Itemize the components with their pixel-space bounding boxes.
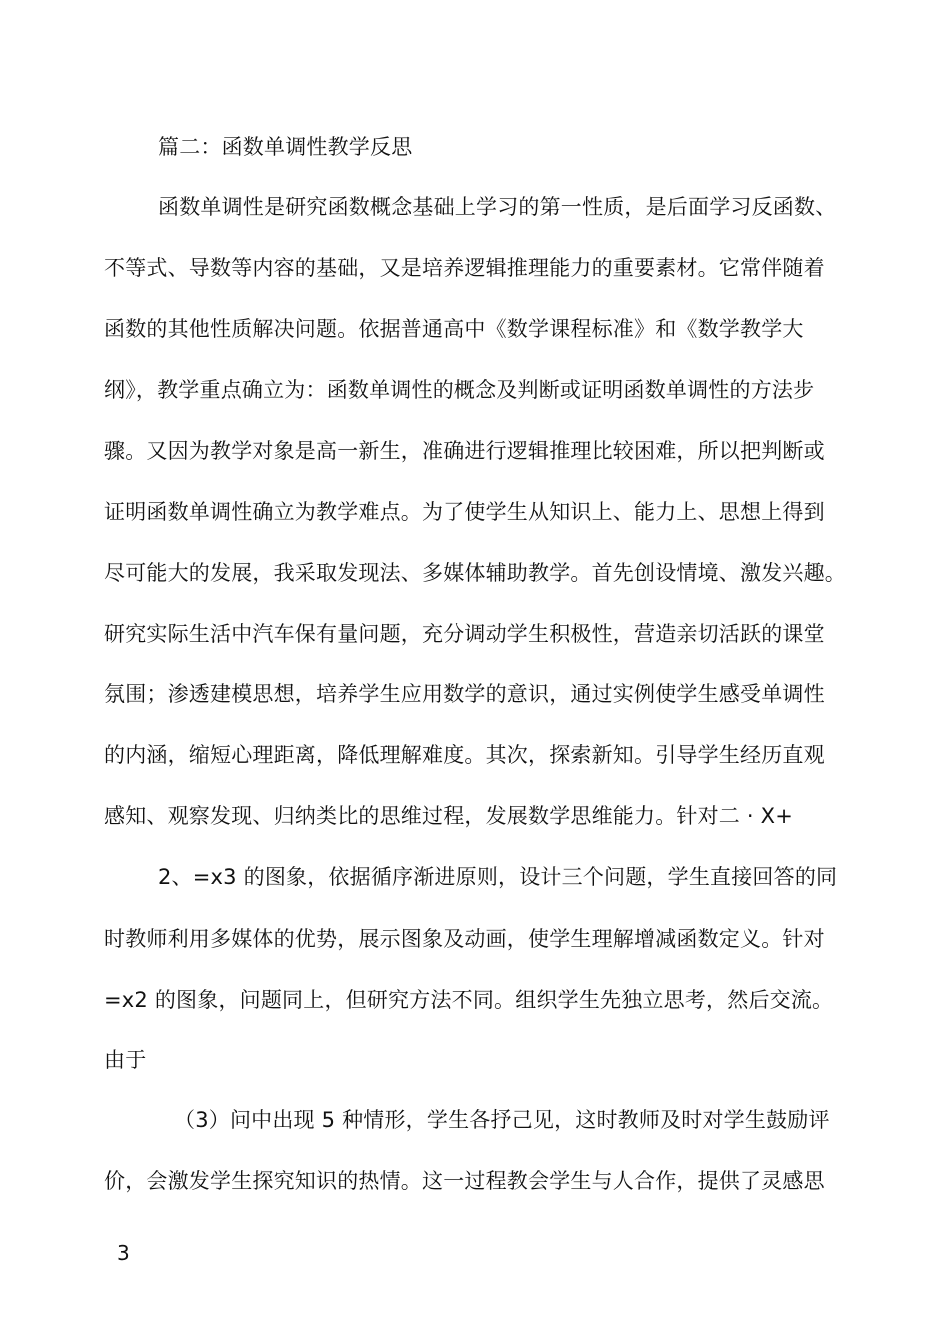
section-heading: 篇二：函数单调性教学反思 xyxy=(158,135,413,159)
paragraph-line: 证明函数单调性确立为教学难点。为了使学生从知识上、能力上、思想上得到 xyxy=(104,500,825,524)
paragraph-line: 时教师利用多媒体的优势，展示图象及动画，使学生理解增减函数定义。针对 xyxy=(104,927,825,951)
page-number: 3 xyxy=(117,1241,130,1265)
paragraph-line: 不等式、导数等内容的基础，又是培养逻辑推理能力的重要素材。它常伴随着 xyxy=(104,256,825,280)
paragraph-line: 由于 xyxy=(104,1048,147,1072)
paragraph-line: （3）问中出现 5 种情形，学生各抒己见，这时教师及时对学生鼓励评 xyxy=(174,1108,830,1132)
paragraph-line: 函数的其他性质解决问题。依据普通高中《数学课程标准》和《数学教学大 xyxy=(104,317,804,341)
paragraph-line: 感知、观察发现、归纳类比的思维过程，发展数学思维能力。针对二 · X+ xyxy=(104,804,794,828)
paragraph-line: 氛围；渗透建模思想，培养学生应用数学的意识，通过实例使学生感受单调性 xyxy=(104,682,825,706)
paragraph-line: 函数单调性是研究函数概念基础上学习的第一性质，是后面学习反函数、 xyxy=(158,195,837,219)
paragraph-line: 研究实际生活中汽车保有量问题，充分调动学生积极性，营造亲切活跃的课堂 xyxy=(104,622,825,646)
paragraph-line: 的内涵，缩短心理距离，降低理解难度。其次，探索新知。引导学生经历直观 xyxy=(104,743,825,767)
paragraph-line: 尽可能大的发展，我采取发现法、多媒体辅助教学。首先创设情境、激发兴趣。 xyxy=(104,561,846,585)
paragraph-line: 纲》，教学重点确立为：函数单调性的概念及判断或证明函数单调性的方法步 xyxy=(104,378,815,402)
paragraph-line: 骤。又因为教学对象是高一新生，准确进行逻辑推理比较困难，所以把判断或 xyxy=(104,439,825,463)
paragraph-line: =x2 的图象，问题同上，但研究方法不同。组织学生先独立思考，然后交流。 xyxy=(104,988,834,1012)
paragraph-line: 价，会激发学生探究知识的热情。这一过程教会学生与人合作，提供了灵感思 xyxy=(104,1169,825,1193)
paragraph-line: 2、=x3 的图象，依据循序渐进原则，设计三个问题，学生直接回答的同 xyxy=(158,865,838,889)
